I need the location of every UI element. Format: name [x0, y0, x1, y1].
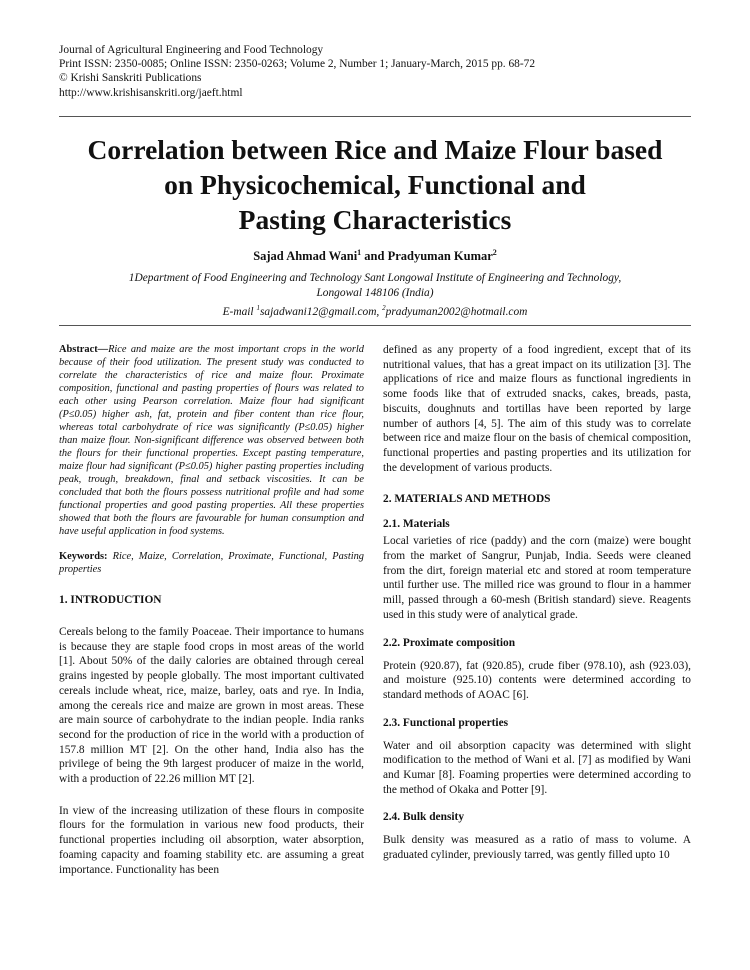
- journal-header: [59, 43, 535, 100]
- author-2-affil: 2: [492, 248, 497, 257]
- methods-heading: 2. MATERIALS AND METHODS: [383, 493, 551, 506]
- header-divider: [59, 116, 691, 117]
- email-1[interactable]: sajadwani12@gmail.com,: [259, 305, 383, 318]
- functional-heading: 2.3. Functional properties: [383, 716, 509, 729]
- journal-issn: Print ISSN: 2350-0085; Online ISSN: 2350-0263; Volume 2, Number 1; January-March, 2015 pp. 68-72: [59, 58, 536, 71]
- intro-paragraph-3: defined as any property of a food ingredient, except that of its nutritional values, that has a great impact on its utilization [3]. The applications of rice and maize flours as functional ingredients in some foods like that of extruded snacks, cakes, breads, pasta, biscuits, doughnuts and tortillas have been reported by large number of authors [4, 5]. The aim of this study was to correlate between rice and maize flour on the basis of chemical composition, functional properties and pasting properties and its utilization for the development of various products.: [383, 344, 691, 474]
- keywords: [59, 550, 364, 576]
- abstract-label: Abstract—: [59, 344, 109, 355]
- author-2: Pradyuman Kumar: [387, 249, 493, 264]
- intro-paragraph-2: In view of the increasing utilization of these flours in composite flours for the formulation in various new food products, their functional properties including oil absorption, water absorption, foaming capacity and foaming stability etc. are assuming a great importance. Functionality has been: [59, 804, 364, 876]
- author-1-affil: 1: [357, 248, 362, 257]
- affiliation-line-1: 1Department of Food Engineering and Technology Sant Longowal Institute of Engineering and Technology,: [128, 272, 622, 284]
- email-prefix: E-mail: [222, 305, 257, 318]
- title-line-1: Correlation between Rice and Maize Flour based: [87, 134, 663, 165]
- materials-heading: 2.1. Materials: [383, 518, 450, 531]
- email-2[interactable]: pradyuman2002@hotmail.com: [385, 305, 528, 318]
- intro-heading: 1. INTRODUCTION: [59, 594, 162, 606]
- journal-name: Journal of Agricultural Engineering and Food Technology: [59, 44, 324, 56]
- right-column: [383, 343, 691, 863]
- affiliation-line-2: Longowal 148106 (India): [316, 287, 434, 299]
- proximate-heading: 2.2. Proximate composition: [383, 636, 516, 649]
- abstract-text: Rice and maize are the most important crops in the world because of their food utilization. The present study was conducted to correlate the characteristics of rice and maize flour. Proximate composition, functional and pasting properties of flours was related to each other using Pearson correlation. Maize flour had significant (P≤0.05) higher ash, fat, protein and fiber content than rice flour, whereas total carbohydrate of rice was significantly (P≤0.05) higher than maize flour. Non-significant difference was observed between both the flours for their functional properties. Except pasting temperature, maize flour had significant (P≤0.05) higher pasting properties including peak, trough, breakdown, final and setback viscosities. It can be concluded that both the flours possess nutritional profile and had some functional properties and good pasting properties. All these properties showed that both the flours are favourable for human consumption and have useful application in food systems.: [59, 344, 364, 537]
- keywords-label: Keywords:: [59, 551, 108, 562]
- email-1-sup: 1: [256, 304, 260, 312]
- keywords-text: Rice, Maize, Correlation, Proximate, Functional, Pasting properties: [59, 551, 364, 575]
- intro-paragraph-1: Cereals belong to the family Poaceae. Their importance to humans is because they are staple food crops in most areas of the world [1]. About 50% of the daily calories are obtained through cereal grains ingested by people globally. The most important cultivated cereals include wheat, rice, maize, barley, oats and rye. In India, among the cereals rice and maize are grown in most areas. These are main source of carbohydrate to the indian people. India ranks second for the production of rice in the world with a production of 157.8 million MT [2]. On the other hand, India also has the privilege of being the 9th largest producer of maize in the world, with a production of 22.26 million MT [2].: [59, 626, 364, 786]
- abstract: [59, 343, 364, 538]
- paper-title: [40, 132, 710, 237]
- author-conjunction: and: [361, 249, 388, 264]
- functional-text: Water and oil absorption capacity was determined with slight modification to the method of Wani et al. [7] as modified by Wani and Kumar [8]. Foaming properties were determined according to the method of Okaka and Potter [9].: [383, 739, 691, 796]
- left-column: [59, 343, 364, 877]
- email-2-sup: 2: [382, 304, 386, 312]
- journal-publisher: © Krishi Sanskriti Publications: [59, 72, 202, 85]
- affiliation: [40, 271, 710, 320]
- materials-text: Local varieties of rice (paddy) and the corn (maize) were bought from the market of Sangrur, Punjab, India. Seeds were cleaned from the dirt, foreign material etc and stored at room temperature until further use. The milled rice was ground to flour in a hammer mill, passed through a 60-mesh (British standard) sieve. Reagents used in this study were of analytical grade.: [383, 535, 691, 621]
- bulk-density-heading: 2.4. Bulk density: [383, 811, 465, 824]
- proximate-text: Protein (920.87), fat (920.85), crude fiber (978.10), ash (923.03), and moisture (925.10) contents were determined according to standard methods of AOAC [6].: [383, 659, 691, 701]
- title-line-3: Pasting Characteristics: [238, 204, 512, 235]
- title-divider: [59, 325, 691, 326]
- email-line: [40, 301, 710, 320]
- title-line-2: on Physicochemical, Functional and: [164, 169, 586, 200]
- bulk-density-text: Bulk density was measured as a ratio of mass to volume. A graduated cylinder, previously tarred, was gently filled upto 10: [383, 834, 691, 862]
- author-list: [40, 248, 710, 264]
- author-1: Sajad Ahmad Wani: [253, 249, 358, 264]
- journal-url[interactable]: http://www.krishisanskriti.org/jaeft.html: [59, 86, 243, 99]
